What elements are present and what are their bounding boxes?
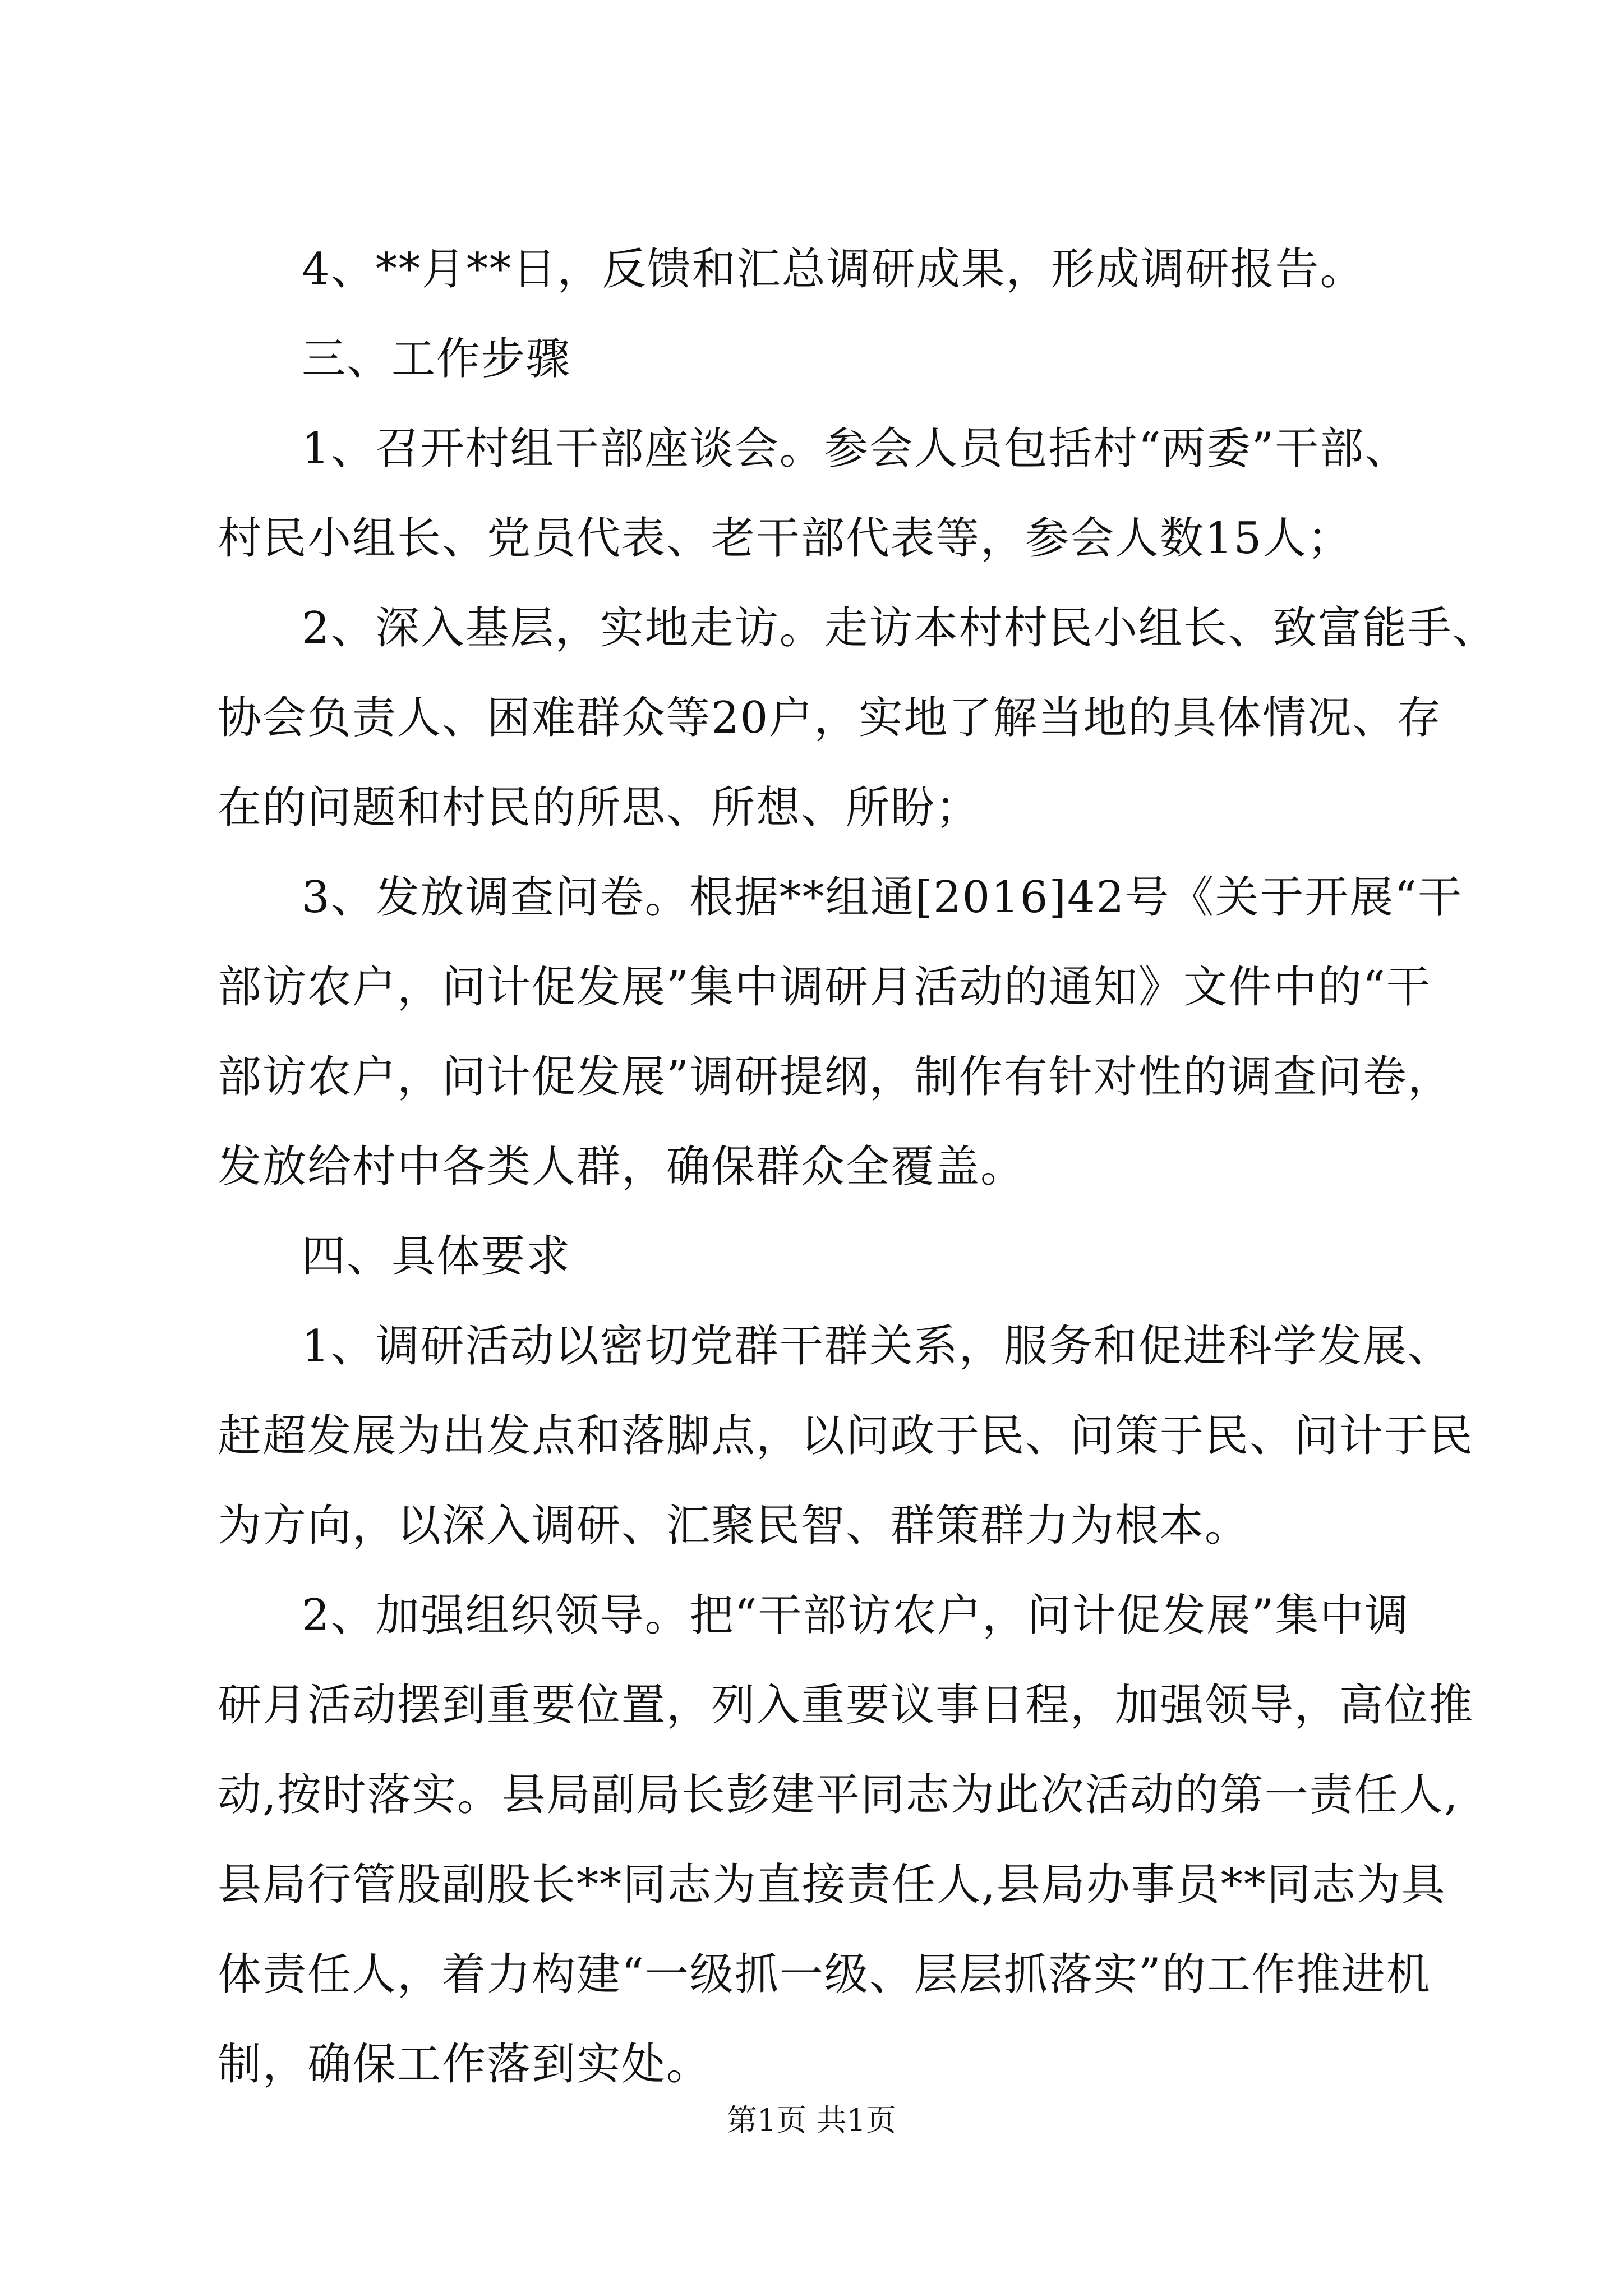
text-line-7: 在的问题和村民的所思、所想、所盼； xyxy=(218,783,981,833)
text-line-19: 县局行管股副股长**同志为直接责任人,县局办事员**同志为具 xyxy=(218,1860,1446,1910)
text-line-9: 部访农户，问计促发展”集中调研月活动的通知》文件中的“干 xyxy=(218,962,1431,1013)
text-line-4: 村民小组长、党员代表、老干部代表等，参会人数15人； xyxy=(218,513,1353,564)
text-line-18: 动,按时落实。县局副局长彭建平同志为此次活动的第一责任人, xyxy=(218,1770,1459,1820)
text-line-20: 体责任人，着力构建“一级抓一级、层层抓落实”的工作推进机 xyxy=(218,1949,1431,2000)
text-line-5: 2、深入基层，实地走访。走访本村村民小组长、致富能手、 xyxy=(302,603,1497,654)
text-line-16: 2、加强组织领导。把“干部访农户，问计促发展”集中调 xyxy=(302,1590,1410,1641)
text-line-3: 1、召开村组干部座谈会。参会人员包括村“两委”干部、 xyxy=(302,424,1410,474)
text-line-6: 协会负责人、困难群众等20户，实地了解当地的具体情况、存 xyxy=(218,693,1442,743)
text-line-14: 赶超发展为出发点和落脚点，以问政于民、问策于民、问计于民 xyxy=(218,1411,1474,1461)
page-number-footer: 第1页 共1页 xyxy=(727,2102,896,2138)
text-line-21: 制，确保工作落到实处。 xyxy=(218,2039,712,2090)
section-heading-3: 三、工作步骤 xyxy=(302,334,571,384)
text-line-1: 4、**月**日，反馈和汇总调研成果，形成调研报告。 xyxy=(302,244,1365,295)
text-line-10: 部访农户，问计促发展”调研提纲，制作有针对性的调查问卷， xyxy=(218,1052,1453,1102)
text-line-11: 发放给村中各类人群，确保群众全覆盖。 xyxy=(218,1142,1026,1192)
text-line-13: 1、调研活动以密切党群干群关系，服务和促进科学发展、 xyxy=(302,1321,1453,1372)
text-line-17: 研月活动摆到重要位置，列入重要议事日程，加强领导，高位推 xyxy=(218,1680,1474,1731)
section-heading-4: 四、具体要求 xyxy=(302,1231,571,1282)
text-line-8: 3、发放调查问卷。根据**组通[2016]42号《关于开展“干 xyxy=(302,872,1463,923)
text-line-15: 为方向，以深入调研、汇聚民智、群策群力为根本。 xyxy=(218,1501,1250,1551)
